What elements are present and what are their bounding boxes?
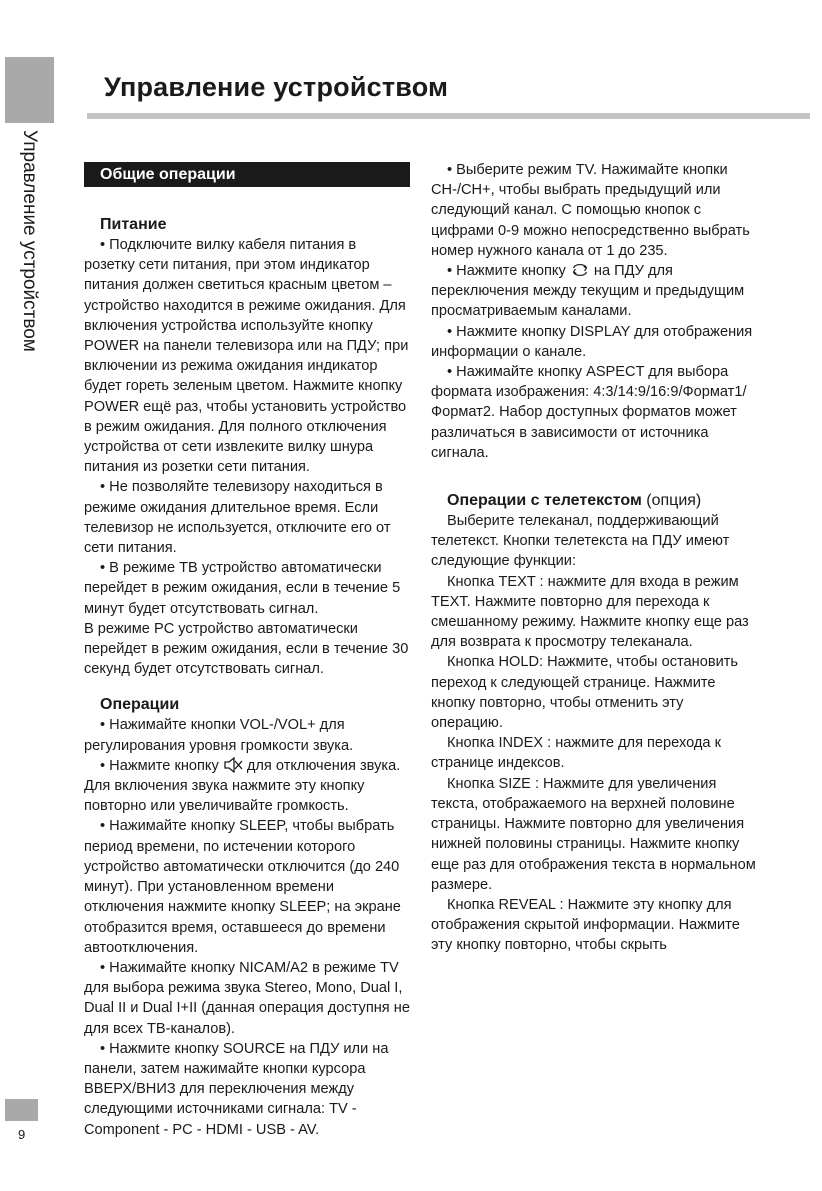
side-tab [5, 57, 54, 123]
recall-icon [570, 262, 590, 278]
operations-paragraph [431, 261, 757, 322]
teletext-heading-option: (опция) [646, 492, 702, 510]
title-divider [87, 113, 810, 119]
operations-paragraph: • Нажмите кнопку SOURCE на ПДУ или на панели, затем нажимайте кнопки курсора ВВЕРХ/ВНИЗ для переключения между следующими источниками сигнала: TV - Component - PC - HDMI - USB - AV. [84, 1040, 389, 1138]
section-heading: Общие операции [84, 162, 410, 187]
operations-paragraph: • Выберите режим TV. Нажимайте кнопки CH-/CH+, чтобы выбрать предыдущий или следующий канал. С помощью кнопок с цифрами 0-9 можно непосредственно выбрать номер нужного канала от 1 до 235. [431, 162, 750, 259]
page-title: Управление устройством [104, 72, 449, 102]
operations-text: • Нажмите кнопку [447, 263, 566, 280]
footer-tab [5, 1099, 38, 1121]
power-heading: Питание [100, 216, 167, 233]
teletext-paragraph: Кнопка TEXT : нажмите для входа в режим TEXT. Нажмите повторно для перехода к смешанному режиму. Нажмите кнопку еще раз для возврата к просмотру телеканала. [431, 573, 749, 651]
operations-paragraph: • Нажимайте кнопку ASPECT для выбора формата изображения: 4:3/14:9/16:9/Формат1/Формат2. Набор доступных форматов может различаться в зависимости от источника сигнала. [431, 364, 747, 461]
power-paragraph: В режиме PC устройство автоматически перейдет в режим ожидания, если в течение 30 секунд будет отсутствовать сигнал. [84, 620, 409, 678]
power-paragraph: • Подключите вилку кабеля питания в розетку сети питания, при этом индикатор питания должен светиться красным цветом – устройство находится в режиме ожидания. Для включения устройства используйте кнопку POWER на панели телевизора или на ПДУ; при включении из режима ожидания индикатор будет гореть зеленым цветом. Нажмите кнопку POWER ещё раз, чтобы установить устройство в режим ожидания. Для полного отключения устройства от сети извлеките вилку шнура питания из розетки сети питания. [84, 237, 409, 476]
right-column [431, 160, 757, 956]
teletext-paragraph: Выберите телеканал, поддерживающий телетекст. Кнопки телетекста на ПДУ имеют следующие функции: [431, 513, 730, 570]
operations-heading: Операции [100, 696, 180, 714]
side-section-label: Управление устройством [19, 130, 40, 352]
teletext-paragraph: Кнопка HOLD: Нажмите, чтобы остановить переход к следующей странице. Нажмите кнопку повторно, чтобы отменить эту операцию. [431, 654, 739, 732]
operations-paragraph [84, 756, 410, 817]
teletext-heading-text: Операции с телетекстом [447, 492, 642, 510]
power-paragraph: • Не позволяйте телевизору находиться в режиме ожидания длительное время. Если телевизор не используется, отключите его от сети питания. [84, 479, 391, 557]
operations-paragraph: • Нажмите кнопку DISPLAY для отображения информации о канале. [431, 323, 753, 360]
operations-text: • Нажмите кнопку [100, 757, 219, 774]
page-number: 9 [18, 1127, 26, 1142]
operations-text: для отключения звука. Для включения звука нажмите эту кнопку повторно или увеличивайте громкость. [84, 757, 401, 815]
teletext-heading [431, 491, 757, 511]
operations-text: на ПДУ для переключения между текущим и предыдущим просматриваемым каналами. [431, 263, 745, 320]
left-column [84, 160, 410, 1140]
power-paragraph: • В режиме ТВ устройство автоматически перейдет в режим ожидания, если в течение 5 минут будет отсутствовать сигнал. [84, 560, 401, 617]
teletext-paragraph: Кнопка REVEAL : Нажмите эту кнопку для отображения скрытой информации. Нажмите эту кнопку повторно, чтобы скрыть [431, 896, 740, 954]
teletext-paragraph: Кнопка SIZE : Нажмите для увеличения текста, отображаемого на верхней половине страницы. Нажмите повторно для увеличения нижней половины страницы. Нажмите кнопку еще раз для отображения текста в нормальном размере. [431, 775, 756, 893]
operations-paragraph: • Нажимайте кнопку NICAM/A2 в режиме TV для выбора режима звука Stereo, Mono, Dual I, Dual II и Dual I+II (данная операция доступня не для всех ТВ-каналов). [84, 959, 410, 1037]
mute-icon [223, 757, 243, 773]
teletext-paragraph: Кнопка INDEX : нажмите для перехода к странице индексов. [431, 735, 721, 772]
operations-paragraph: • Нажимайте кнопки VOL-/VOL+ для регулирования уровня громкости звука. [84, 717, 354, 754]
operations-paragraph: • Нажимайте кнопку SLEEP, чтобы выбрать период времени, по истечении которого устройство автоматически отключится (до 240 минут). При установленном времени отключения нажмите кнопку SLEEP; на экране отобразится время, оставшееся до времени автоотключения. [84, 818, 401, 956]
